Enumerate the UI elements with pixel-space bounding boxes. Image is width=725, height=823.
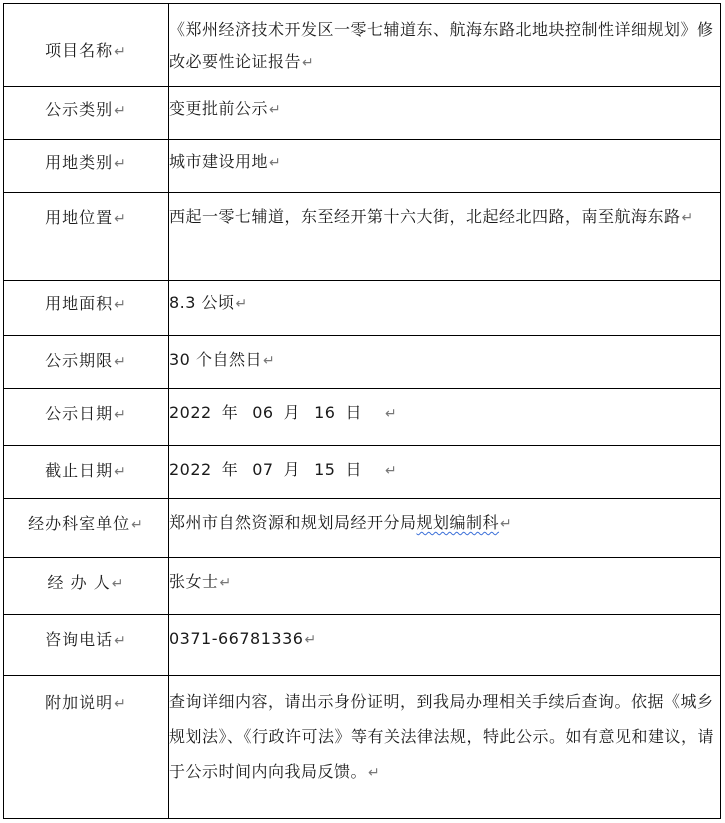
row-land-location [4, 193, 721, 281]
paragraph-mark-icon: ↵ [114, 464, 127, 480]
value-notice-period: 30 个自然日↵ [169, 336, 721, 389]
paragraph-mark-icon: ↵ [111, 576, 125, 592]
paragraph-mark-icon: ↵ [269, 155, 282, 171]
value-notice-type: 变更批前公示↵ [169, 87, 721, 140]
row-deadline-date [4, 446, 721, 499]
spellcheck-underline: 规划编制科 [416, 513, 500, 532]
paragraph-mark-icon: ↵ [384, 463, 398, 479]
value-land-category: 城市建设用地↵ [169, 140, 721, 193]
row-department [4, 499, 721, 558]
label-additional-notes: 附加说明↵ [4, 676, 169, 819]
label-land-area: 用地面积↵ [4, 281, 169, 336]
paragraph-mark-icon: ↵ [114, 407, 127, 423]
row-notice-date [4, 389, 721, 446]
paragraph-mark-icon: ↵ [384, 406, 398, 422]
label-deadline-date: 截止日期↵ [4, 446, 169, 499]
label-notice-type: 公示类别↵ [4, 87, 169, 140]
paragraph-mark-icon: ↵ [114, 156, 127, 172]
row-additional-notes [4, 676, 721, 819]
row-phone [4, 615, 721, 676]
value-additional-notes: 查询详细内容，请出示身份证明，到我局办理相关手续后查询。依据《城乡规划法》、《行政许可法》等有关法律法规，特此公示。如有意见和建议，请于公示时间内向我局反馈。↵ [169, 676, 721, 819]
notice-table [3, 3, 721, 819]
label-land-location: 用地位置↵ [4, 193, 169, 281]
value-land-location: 西起一零七辅道，东至经开第十六大街，北起经北四路，南至航海东路↵ [169, 193, 721, 281]
paragraph-mark-icon: ↵ [368, 765, 381, 781]
paragraph-mark-icon: ↵ [114, 354, 127, 370]
paragraph-mark-icon: ↵ [114, 211, 127, 227]
row-notice-period [4, 336, 721, 389]
row-handler [4, 558, 721, 615]
paragraph-mark-icon: ↵ [131, 517, 144, 533]
label-project-name: 项目名称↵ [4, 4, 169, 87]
label-department: 经办科室单位↵ [4, 499, 169, 558]
paragraph-mark-icon: ↵ [304, 632, 317, 648]
label-phone: 咨询电话↵ [4, 615, 169, 676]
label-notice-period: 公示期限↵ [4, 336, 169, 389]
paragraph-mark-icon: ↵ [114, 696, 127, 712]
paragraph-mark-icon: ↵ [681, 210, 694, 226]
paragraph-mark-icon: ↵ [219, 575, 232, 591]
value-department: 郑州市自然资源和规划局经开分局规划编制科↵ [169, 499, 721, 558]
paragraph-mark-icon: ↵ [114, 44, 127, 60]
value-land-area: 8.3 公顷↵ [169, 281, 721, 336]
row-project-name [4, 4, 721, 87]
paragraph-mark-icon: ↵ [302, 55, 315, 71]
value-phone: 0371-66781336↵ [169, 615, 721, 676]
paragraph-mark-icon: ↵ [235, 296, 248, 312]
row-land-category [4, 140, 721, 193]
label-land-category: 用地类别↵ [4, 140, 169, 193]
paragraph-mark-icon: ↵ [114, 633, 127, 649]
paragraph-mark-icon: ↵ [269, 102, 282, 118]
value-deadline-date: 2022 年 07 月 15 日 ↵ [169, 446, 721, 499]
row-notice-type [4, 87, 721, 140]
paragraph-mark-icon: ↵ [114, 103, 127, 119]
paragraph-mark-icon: ↵ [114, 297, 127, 313]
value-project-name: 《郑州经济技术开发区一零七辅道东、航海东路北地块控制性详细规划》修改必要性论证报告↵ [169, 4, 721, 87]
label-handler: 经 办 人↵ [4, 558, 169, 615]
value-notice-date: 2022 年 06 月 16 日 ↵ [169, 389, 721, 446]
value-handler: 张女士↵ [169, 558, 721, 615]
row-land-area [4, 281, 721, 336]
paragraph-mark-icon: ↵ [500, 516, 513, 532]
label-notice-date: 公示日期↵ [4, 389, 169, 446]
paragraph-mark-icon: ↵ [262, 353, 276, 369]
